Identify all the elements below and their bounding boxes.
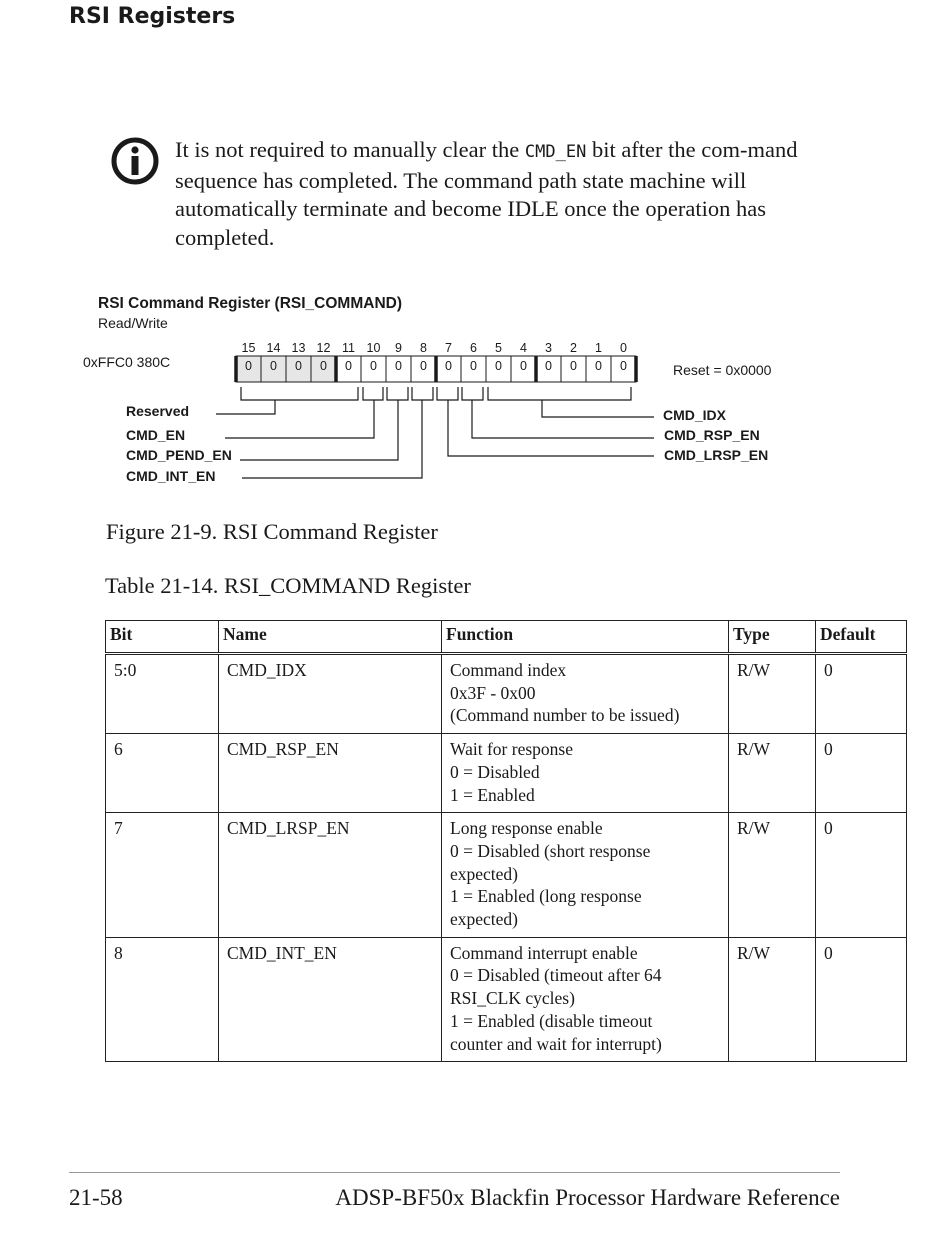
register-address: 0xFFC0 380C (83, 354, 171, 370)
register-diagram (0, 290, 950, 490)
bit-value: 0 (395, 359, 402, 373)
cell-bit: 5:0 (106, 654, 219, 734)
cell-default: 0 (816, 813, 907, 938)
bit-number-group (242, 341, 627, 355)
bit-number: 8 (420, 341, 427, 355)
bit-number: 4 (520, 341, 527, 355)
cell-bit: 7 (106, 813, 219, 938)
table-caption: Table 21-14. RSI_COMMAND Register (105, 573, 471, 598)
bit-number: 11 (342, 341, 355, 355)
table-row (106, 813, 907, 938)
function-line: 1 = Enabled (disable timeout (450, 1010, 653, 1031)
cell-type: R/W (729, 734, 816, 813)
table-row (106, 654, 907, 734)
bit-number: 10 (366, 341, 381, 355)
label-cmd-pend-en: CMD_PEND_EN (126, 447, 232, 463)
cell-name: CMD_LRSP_EN (219, 813, 442, 938)
function-line: 0x3F - 0x00 (450, 682, 536, 703)
cell-function (442, 813, 729, 938)
bit-value: 0 (320, 359, 327, 373)
label-cmd-lrsp-en: CMD_LRSP_EN (664, 447, 769, 463)
bracket-group (216, 387, 654, 478)
function-line: Wait for response (450, 739, 573, 760)
cell-function (442, 937, 729, 1062)
bit-number: 1 (595, 341, 602, 355)
cell-default: 0 (816, 734, 907, 813)
bit-number: 2 (570, 341, 577, 355)
label-cmd-int-en: CMD_INT_EN (126, 468, 216, 484)
note-text-before: It is not required to manually clear the (175, 137, 525, 162)
function-line: 0 = Disabled (short response (450, 840, 651, 861)
function-line: 0 = Disabled (timeout after 64 (450, 965, 662, 986)
cell-name: CMD_INT_EN (219, 937, 442, 1062)
bit-value: 0 (595, 359, 602, 373)
label-cmd-rsp-en: CMD_RSP_EN (664, 427, 760, 443)
cell-name: CMD_RSP_EN (219, 734, 442, 813)
cell-default: 0 (816, 937, 907, 1062)
footer-rule (69, 1172, 840, 1173)
bit-number: 5 (495, 341, 502, 355)
bit-value: 0 (620, 359, 627, 373)
cell-default: 0 (816, 654, 907, 734)
bit-number: 9 (395, 341, 402, 355)
bit-number: 13 (291, 341, 306, 355)
page-number: 21-58 (69, 1185, 123, 1210)
register-table (105, 620, 907, 1062)
bit-cell-group (236, 356, 636, 382)
cell-bit: 6 (106, 734, 219, 813)
info-icon (110, 136, 160, 186)
bit-number: 15 (241, 341, 256, 355)
note-text-after: bit after the com-mand sequence has completed. The command path state machine will automatically terminate and become IDLE once the operation has completed. (175, 137, 798, 250)
function-line: expected) (450, 863, 519, 884)
label-cmd-idx: CMD_IDX (663, 407, 727, 423)
function-line: counter and wait for interrupt) (450, 1033, 662, 1054)
bit-value: 0 (495, 359, 502, 373)
header-bit: Bit (106, 621, 219, 654)
function-line: RSI_CLK cycles) (450, 988, 575, 1009)
book-title: ADSP-BF50x Blackfin Processor Hardware Reference (335, 1185, 840, 1210)
bit-number: 3 (545, 341, 552, 355)
bit-value: 0 (295, 359, 302, 373)
label-reserved: Reserved (126, 403, 190, 419)
cell-function (442, 734, 729, 813)
bit-value: 0 (445, 359, 452, 373)
function-line: Long response enable (450, 818, 603, 839)
note-text (175, 136, 843, 252)
table-header-row (106, 621, 907, 654)
note-code: CMD_EN (524, 142, 587, 162)
bit-value: 0 (520, 359, 527, 373)
header-name: Name (219, 621, 442, 654)
cell-name: CMD_IDX (219, 654, 442, 734)
bit-number: 6 (470, 341, 477, 355)
bit-value: 0 (345, 359, 352, 373)
bit-number: 0 (620, 341, 627, 355)
table-body (106, 654, 907, 1062)
label-cmd-en: CMD_EN (126, 427, 186, 443)
figure-caption: Figure 21-9. RSI Command Register (106, 519, 438, 544)
bit-value: 0 (270, 359, 277, 373)
function-line: expected) (450, 909, 519, 930)
bit-number: 7 (445, 341, 452, 355)
cell-bit: 8 (106, 937, 219, 1062)
function-line: 0 = Disabled (450, 761, 540, 782)
cell-function (442, 654, 729, 734)
bit-number: 12 (316, 341, 331, 355)
table-row (106, 937, 907, 1062)
bit-value: 0 (420, 359, 427, 373)
bit-value: 0 (370, 359, 377, 373)
cell-type: R/W (729, 813, 816, 938)
register-reset: Reset = 0x0000 (673, 362, 772, 378)
section-heading: RSI Registers (69, 4, 236, 29)
bit-value: 0 (245, 359, 252, 373)
header-type: Type (729, 621, 816, 654)
register-access: Read/Write (98, 315, 168, 331)
function-line: Command interrupt enable (450, 942, 638, 963)
function-line: (Command number to be issued) (450, 705, 680, 726)
bit-value: 0 (470, 359, 477, 373)
table-row (106, 734, 907, 813)
function-line: 1 = Enabled (long response (450, 886, 642, 907)
cell-type: R/W (729, 937, 816, 1062)
bit-value: 0 (570, 359, 577, 373)
header-function: Function (442, 621, 729, 654)
function-line: 1 = Enabled (450, 784, 535, 805)
cell-type: R/W (729, 654, 816, 734)
bit-number: 14 (266, 341, 281, 355)
bit-value: 0 (545, 359, 552, 373)
header-default: Default (816, 621, 907, 654)
register-title: RSI Command Register (RSI_COMMAND) (98, 295, 402, 312)
function-line: Command index (450, 660, 567, 680)
